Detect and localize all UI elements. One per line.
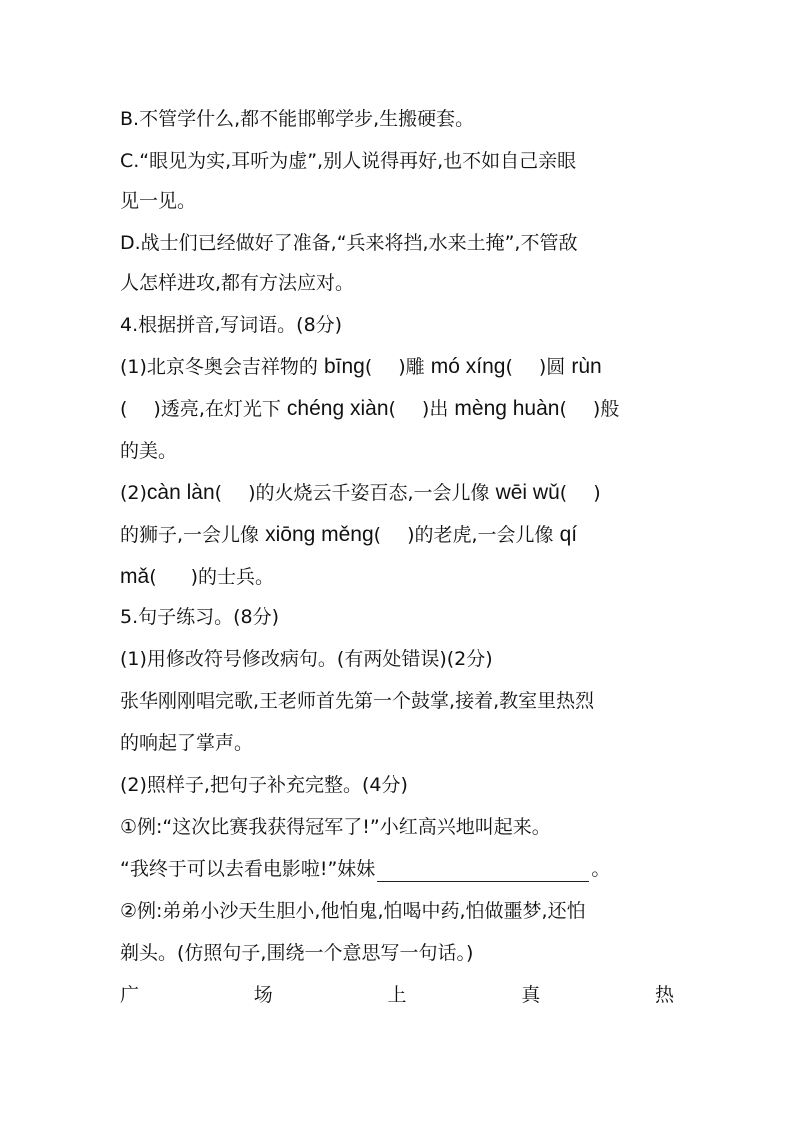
q4-sentence2-line1: (2)càn làn( )的火烧云千姿百态,一会儿像 wēi wǔ( ) (120, 481, 601, 504)
pinyin-ma: mǎ (120, 565, 150, 588)
pinyin-run: rùn (571, 355, 602, 378)
q4-sentence1-line1: (1)北京冬奥会吉祥物的 bīng( )雕 mó xíng( )圆 rùn (120, 355, 602, 378)
option-d-line1: D.战士们已经做好了准备,“兵来将挡,水来土掩”,不管敌 (120, 232, 578, 254)
q4-sentence2-line3: mǎ( )的士兵。 (120, 565, 275, 588)
q5-part1-title: (1)用修改符号修改病句。(有两处错误)(2分) (120, 648, 493, 670)
pinyin-moxing: mó xíng (430, 355, 506, 378)
pinyin-qi: qí (559, 523, 578, 546)
pinyin-menghuan: mèng huàn (454, 397, 560, 420)
q5-example2-line2: 剃头。(仿照句子,围绕一个意思写一句话。) (120, 942, 474, 964)
q4-sentence1-line3: 的美。 (120, 440, 178, 462)
option-c-line2: 见一见。 (120, 190, 197, 212)
q4-sentence2-line2: 的狮子,一会儿像 xiōng měng( )的老虎,一会儿像 qí (120, 523, 578, 546)
pinyin-weiwu: wēi wǔ (495, 481, 560, 504)
option-b: B.不管学什么,都不能邯郸学步,生搬硬套。 (120, 108, 475, 130)
question-4-title: 4.根据拼音,写词语。(8分) (120, 314, 343, 336)
answer-char: 场 (253, 984, 273, 1006)
q5-faulty-sentence-line1: 张华刚刚唱完歌,王老师首先第一个鼓掌,接着,教室里热烈 (120, 690, 595, 712)
q5-answer-start-line (120, 982, 674, 1008)
option-c-line1: C.“眼见为实,耳听为虚”,别人说得再好,也不如自己亲眼 (120, 150, 577, 172)
q4-sentence1-line2: ( )透亮,在灯光下 chéng xiàn( )出 mèng huàn( )般 (120, 397, 620, 420)
answer-char: 广 (120, 984, 140, 1006)
q5-part2-title: (2)照样子,把句子补充完整。(4分) (120, 774, 408, 796)
pinyin-canlan: càn làn (146, 481, 215, 504)
pinyin-bing: bīng (323, 355, 365, 378)
option-d-line2: 人怎样进攻,都有方法应对。 (120, 272, 355, 294)
answer-underline[interactable] (377, 861, 589, 882)
answer-char: 上 (387, 984, 407, 1006)
q5-example2-line1: ②例:弟弟小沙天生胆小,他怕鬼,怕喝中药,怕做噩梦,还怕 (120, 900, 586, 922)
q5-example1: ①例:“这次比赛我获得冠军了!”小红高兴地叫起来。 (120, 816, 551, 838)
q5-faulty-sentence-line2: 的响起了掌声。 (120, 732, 254, 754)
question-5-title: 5.句子练习。(8分) (120, 606, 280, 628)
pinyin-chengxian: chéng xiàn (286, 397, 389, 420)
q5-example1-task: “我终于可以去看电影啦!”妹妹 。 (120, 858, 611, 880)
answer-char: 真 (521, 984, 541, 1006)
pinyin-xiongmeng: xiōng měng (265, 523, 374, 546)
answer-char: 热 (654, 984, 674, 1006)
